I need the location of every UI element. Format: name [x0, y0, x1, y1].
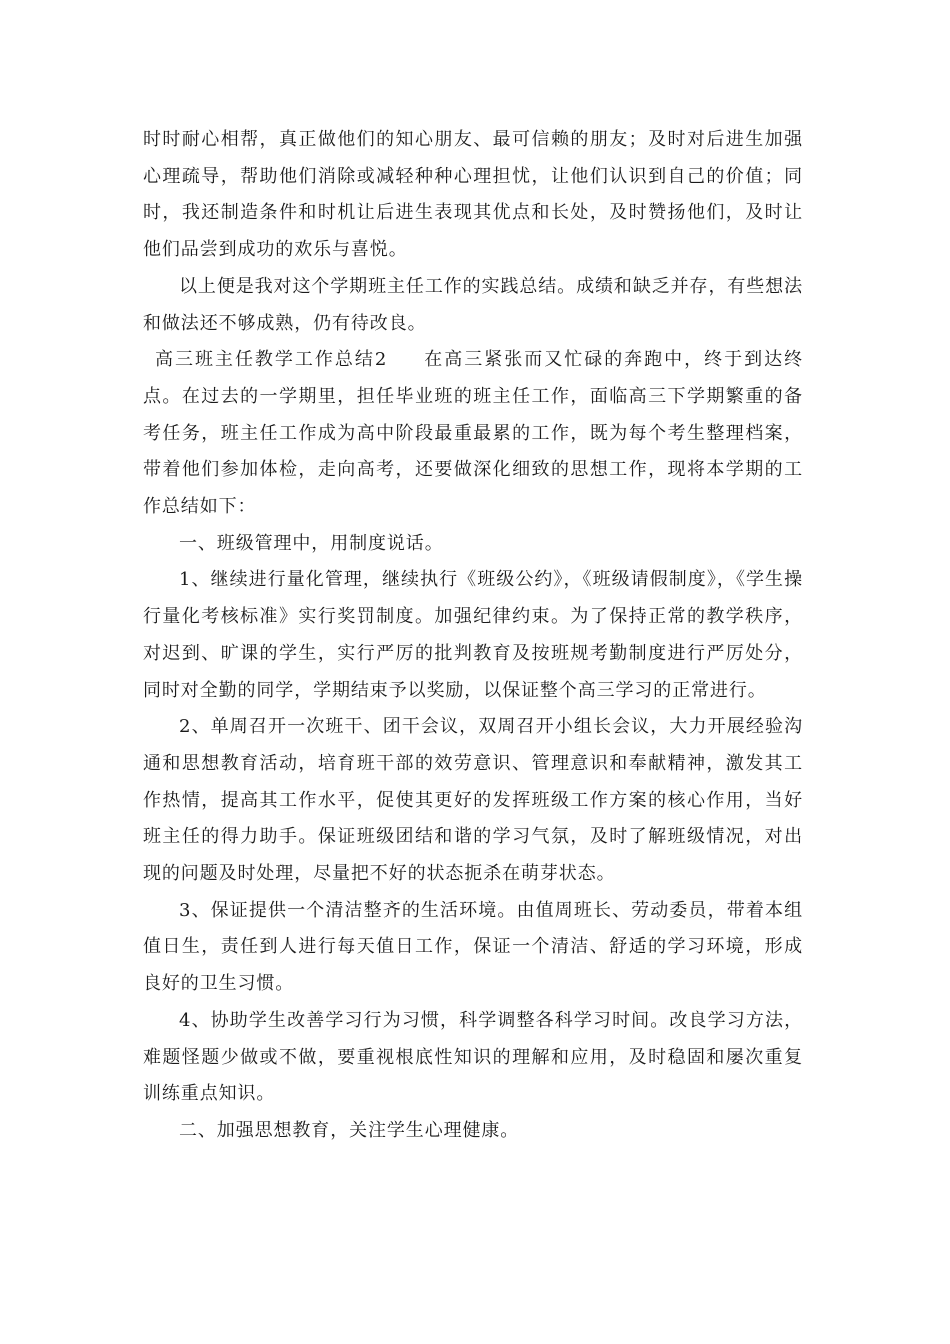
- heading-ideology-education: 二、加强思想教育，关注学生心理健康。: [179, 1119, 520, 1141]
- paragraph-summary: 以上便是我对这个学期班主任工作的实践总结。成绩和缺乏并存，有些想法和做法还不够成熟，仍有待改良。: [143, 275, 803, 334]
- paragraph-continuation: 时时耐心相帮，真正做他们的知心朋友、最可信赖的朋友；及时对后进生加强心理疏导，帮助他们消除或减轻种种心理担忧，让他们认识到自己的价值；同时，我还制造条件和时机让后进生表现其优点和长处，及时赞扬他们，及时让他们品尝到成功的欢乐与喜悦。: [143, 129, 803, 261]
- paragraph-item-3: 3、保证提供一个清洁整齐的生活环境。由值周班长、劳动委员，带着本组值日生，责任到人进行每天值日工作，保证一个清洁、舒适的学习环境，形成良好的卫生习惯。: [143, 899, 803, 995]
- document-body: [143, 122, 803, 1150]
- paragraph-item-1: 1、继续进行量化管理，继续执行《班级公约》，《班级请假制度》，《学生操行量化考核标准》实行奖罚制度。加强纪律约束。为了保持正常的教学秩序，对迟到、旷课的学生，实行严厉的批判教育及按班规考勤制度进行严厉处分，同时对全勤的同学，学期结束予以奖励，以保证整个高三学习的正常进行。: [143, 569, 803, 701]
- heading-class-management: 一、班级管理中，用制度说话。: [179, 532, 444, 554]
- paragraph-section-2-intro: [143, 342, 803, 526]
- paragraph-item-2: 2、单周召开一次班干、团干会议，双周召开小组长会议，大力开展经验沟通和思想教育活动，培育班干部的效劳意识、管理意识和奉献精神，激发其工作热情，提高其工作水平，促使其更好的发挥班级工作方案的核心作用，当好班主任的得力助手。保证班级团结和谐的学习气氛，及时了解班级情况，对出现的问题及时处理，尽量把不好的状态扼杀在萌芽状态。: [143, 716, 803, 885]
- paragraph-item-4: 4、协助学生改善学习行为习惯，科学调整各科学习时间。改良学习方法，难题怪题少做或不做，要重视根底性知识的理解和应用，及时稳固和屡次重复训练重点知识。: [143, 1009, 803, 1105]
- section-title: 高三班主任教学工作总结2: [155, 349, 388, 371]
- section-intro-text: 在高三紧张而又忙碌的奔跑中，终于到达终点。在过去的一学期里，担任毕业班的班主任工作，面临高三下学期繁重的备考任务，班主任工作成为高中阶段最重最累的工作，既为每个考生整理档案，带着他们参加体检，走向高考，还要做深化细致的思想工作，现将本学期的工作总结如下：: [143, 349, 803, 518]
